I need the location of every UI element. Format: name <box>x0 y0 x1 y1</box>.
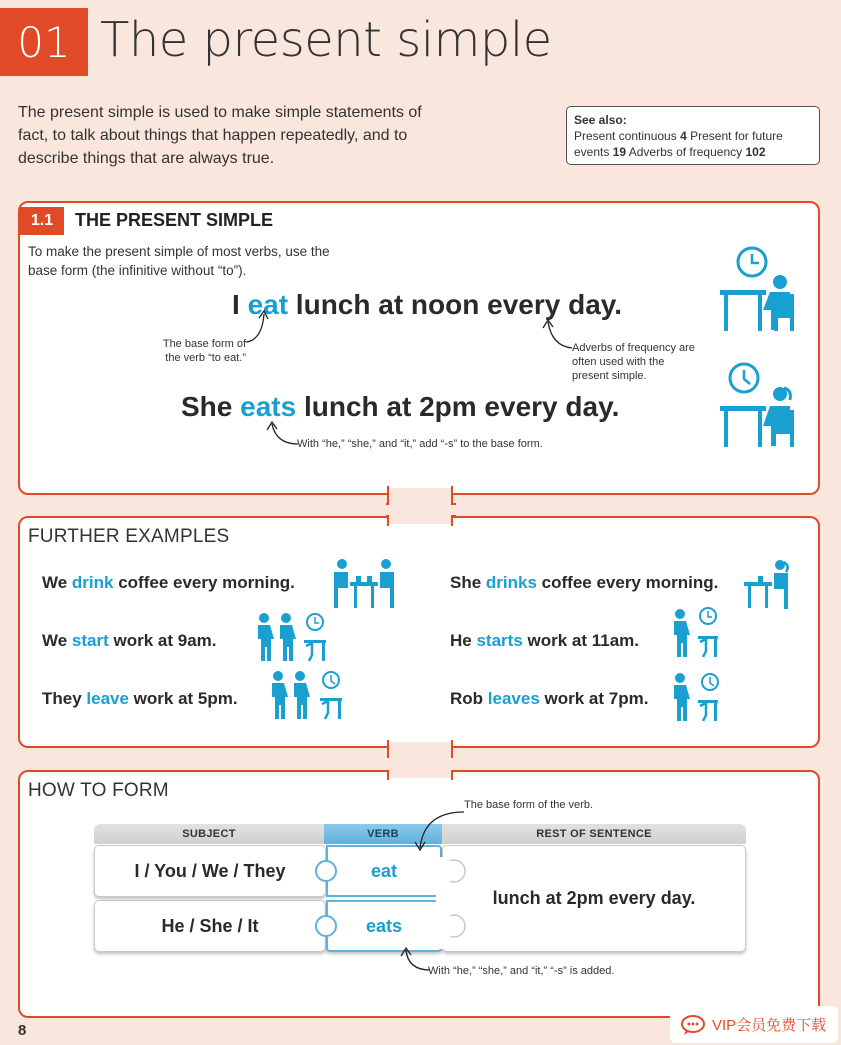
verb-highlight: drink <box>71 573 114 592</box>
sentence-text: work at 5pm. <box>128 689 238 708</box>
page-title: The present simple <box>100 12 552 68</box>
how-to-form-title: HOW TO FORM <box>28 780 169 801</box>
verb-highlight: eats <box>240 391 297 422</box>
chapter-number: 01 <box>0 8 88 76</box>
verb-highlight: leave <box>86 689 129 708</box>
subject-cell: He / She / It <box>94 900 326 952</box>
further-examples-title: FURTHER EXAMPLES <box>28 526 230 547</box>
example-row <box>450 573 718 593</box>
curved-arrow-icon <box>410 808 470 854</box>
man-leaves-icon <box>666 670 722 726</box>
see-also-link-adverbs[interactable]: Adverbs of frequency <box>626 145 746 159</box>
see-also-line-1 <box>574 128 812 144</box>
section-intro: To make the present simple of most verbs, use the base form (the infinitive without “to”). <box>28 244 330 278</box>
see-also-page: 19 <box>612 145 627 159</box>
see-also-box <box>566 106 820 165</box>
verb-cell: eats <box>326 900 442 952</box>
vip-download-label: VIP会员免费下载 <box>712 1017 827 1034</box>
sentence-text: He <box>450 631 477 650</box>
subject-cell: I / You / We / They <box>94 845 326 897</box>
annotation-base-form: The base form of the verb “to eat.” <box>162 338 246 364</box>
puzzle-knob-icon <box>434 853 468 953</box>
sentence-text: She <box>181 391 241 422</box>
intro-text: The present simple is used to make simple statements of fact, to talk about things that happen repeatedly, and to describe things that are always true. <box>18 104 422 167</box>
verb-highlight: eat <box>247 289 289 320</box>
verb-highlight: starts <box>476 631 523 650</box>
notch-outline <box>386 740 456 780</box>
two-people-arrive-icon <box>252 612 332 664</box>
example-sentence-1 <box>232 289 622 321</box>
example-row <box>42 631 217 651</box>
see-also-link-events[interactable]: events <box>574 145 613 159</box>
example-sentence-2 <box>181 391 619 423</box>
sentence-text: Rob <box>450 689 488 708</box>
two-people-leave-icon <box>266 670 346 722</box>
sentence-text: We <box>42 573 72 592</box>
sentence-text: work at 9am. <box>108 631 217 650</box>
eating-at-2pm-icon <box>718 360 802 450</box>
curved-arrow-icon <box>244 308 274 348</box>
sentence-text: lunch at noon every day. <box>288 289 623 320</box>
example-row <box>42 573 295 593</box>
vip-download-badge[interactable] <box>670 1006 838 1043</box>
example-row <box>450 689 648 709</box>
annotation-base-form-verb: The base form of the verb. <box>464 799 594 811</box>
curved-arrow-icon <box>398 946 434 976</box>
example-row <box>42 689 238 709</box>
sentence-text: work at 7pm. <box>539 689 649 708</box>
curved-arrow-icon <box>540 318 574 354</box>
rest-of-sentence-cell: lunch at 2pm every day. <box>442 845 746 952</box>
section-title: THE PRESENT SIMPLE <box>75 210 274 230</box>
sentence-text: I <box>232 289 248 320</box>
two-people-drinking-icon <box>330 558 398 610</box>
notch-outline <box>386 486 456 526</box>
verb-highlight: drinks <box>485 573 537 592</box>
sentence-text: coffee every morning. <box>113 573 295 592</box>
curved-arrow-icon <box>264 420 300 450</box>
sentence-text: We <box>42 631 72 650</box>
sentence-text: lunch at 2pm every day. <box>296 391 620 422</box>
page-number: 8 <box>18 1022 27 1039</box>
see-also-link-present-future[interactable]: Present for future <box>686 129 783 143</box>
see-also-line-2 <box>574 144 812 160</box>
sentence-text: They <box>42 689 87 708</box>
woman-drinking-icon <box>742 558 792 610</box>
eating-at-noon-icon <box>718 244 802 334</box>
see-also-title: See also: <box>574 113 627 127</box>
verb-cell: eat <box>326 845 442 897</box>
section-number: 1.1 <box>20 207 64 235</box>
column-header-rest: REST OF SENTENCE <box>442 824 746 844</box>
see-also-page: 102 <box>745 145 766 159</box>
sentence-text: coffee every morning. <box>536 573 719 592</box>
annotation-adverbs: Adverbs of frequency are often used with the present simple. <box>572 342 695 382</box>
verb-highlight: leaves <box>487 689 540 708</box>
man-arrives-icon <box>666 606 722 662</box>
column-header-subject: SUBJECT <box>94 824 324 844</box>
example-row <box>450 631 639 651</box>
sentence-text: She <box>450 573 486 592</box>
annotation-add-s: With “he,” “she,” and “it,” add “-s” to the base form. <box>297 438 543 450</box>
chat-bubble-icon <box>680 1014 706 1036</box>
see-also-link-present-continuous[interactable]: Present continuous <box>574 129 681 143</box>
annotation-s-added: With “he,” “she,” and “it,” “-s” is added. <box>428 965 615 977</box>
sentence-text: work at 11am. <box>522 631 640 650</box>
see-also-page: 4 <box>680 129 687 143</box>
puzzle-knob-icon <box>314 853 338 953</box>
column-header-verb: VERB <box>324 824 442 844</box>
verb-highlight: start <box>71 631 109 650</box>
